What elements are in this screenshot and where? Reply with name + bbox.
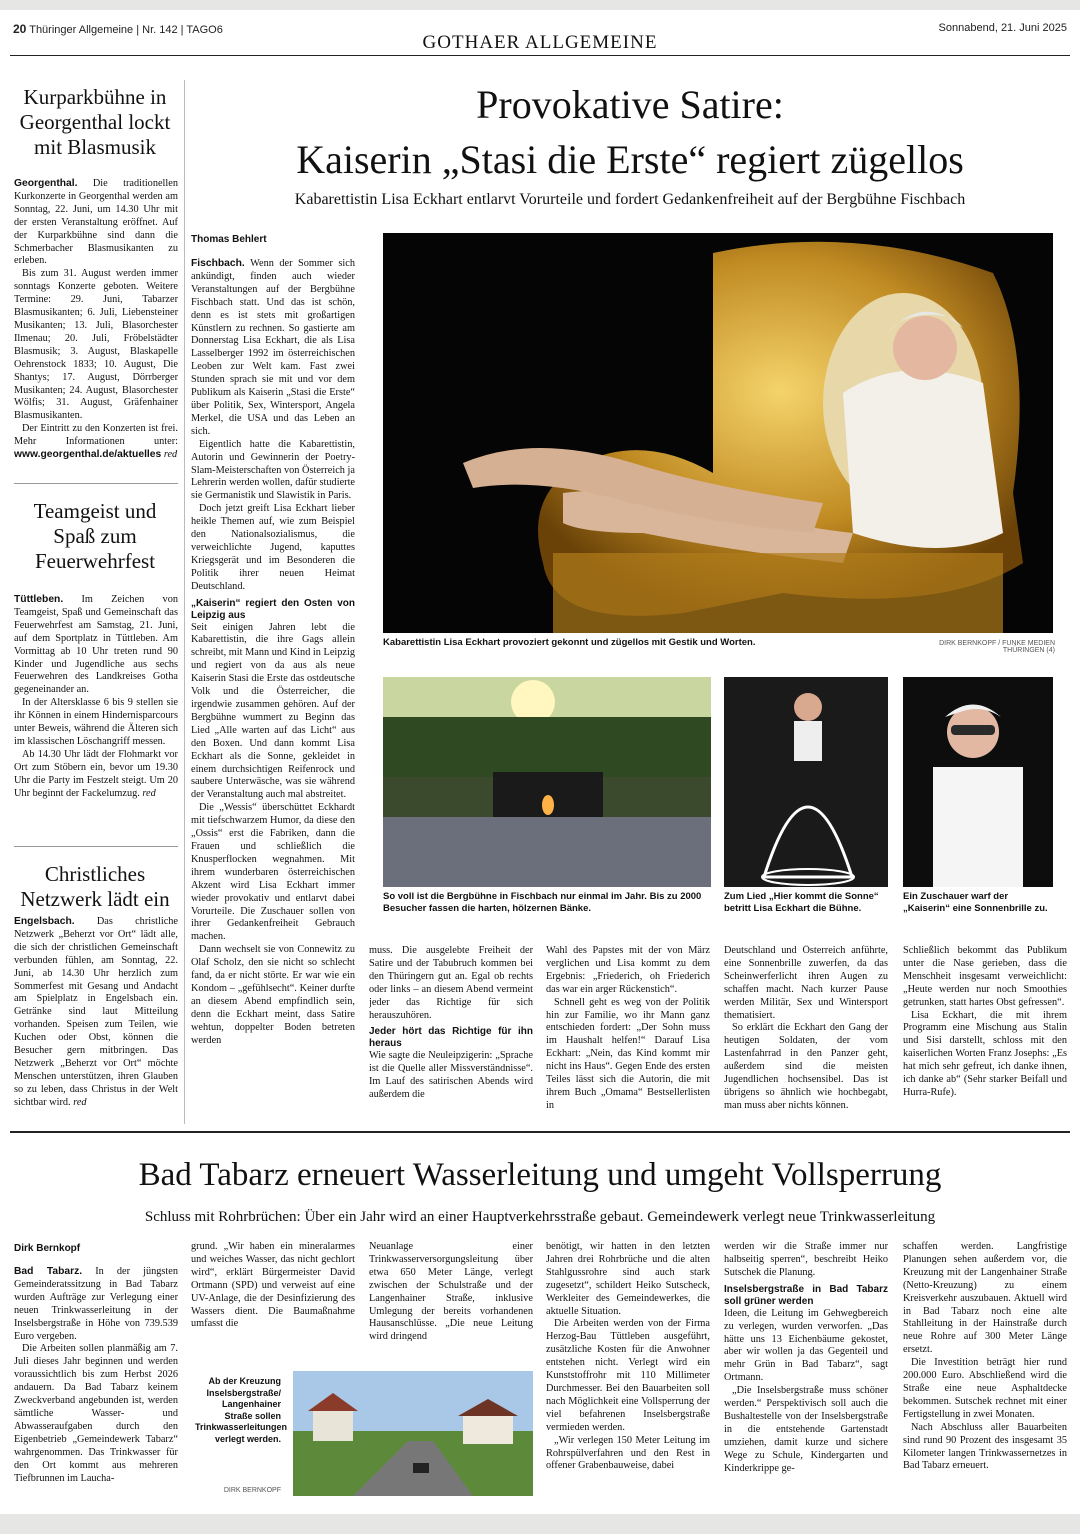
paragraph: schaffen werden. Langfristige Planungen sehen außerdem vor, die Kreuzung mit der Langenhainer Straße (Netto-Kreuzung) zu einem Kreisverkehr auszubauen. Aktuell wird in Bad Tabarz noch eine alte Stahlleitung in der Hainstraße durch neue Rohre auf 300 Meter Länge ersetzt. [903,1241,1067,1356]
bottom-column-3 [369,1241,533,1341]
divider [14,483,178,484]
paragraph: Seit einigen Jahren lebt die Kabarettistin, die ihre Gags allein schreibt, mit Mann und Kind in Leipzig und regiert von da aus als neue Kaiserin Stasi die Erste das ostdeutsche Volk und die Österreicher, die irgendwie zusammen gehören. Auf der Bergbühne wummert zu Beginn das Lied „Alle warten auf das Licht“ aus den Boxen. Und dann kommt Lisa Eckhart als die Sonne, gekleidet in einem durchsichtigen Reifenrock und saubere Unterwäsche, was sie während der Veranstaltung auch mal abstreitet. [191,621,355,801]
paragraph: „Wir verlegen 150 Meter Leitung im Rohrspülverfahren und den Rest in offener Grabenbauweise, dabei [546,1434,710,1472]
dateline: Bad Tabarz. [14,1266,83,1277]
header-rule [10,55,1070,56]
main-column-4 [724,945,888,1120]
photo-lisa-eckhart-throne [383,233,1053,633]
article-kurpark [14,178,178,476]
photo-inselsbergstrasse [293,1371,533,1496]
divider [14,846,178,847]
paragraph: Die traditionellen Kurkonzerte in Georgenthal werden am Sonntag, 22. Juni, um 14.30 Uhr mit der ersten Veranstaltung eröffnet. Auf der Kurparkbühne sind dann die Schmerbacher Blasmusikanten zu erleben. [14,178,178,267]
paragraph: grund. „Wir haben ein mineralarmes und weiches Wasser, das nicht gechlort wird“, erklärt Bürgermeister David Ortmann (SPD) und verweist auf eine UV-Anlage, die der Desinfizierung des Wassers dient. Die Baumaßnahme umfasst die [191,1241,355,1330]
main-deck: Kabarettistin Lisa Eckhart entlarvt Vorurteile und fordert Gedankenfreiheit auf der Bergbühne Fischbach [294,191,966,208]
paragraph: Die „Wessis“ überschüttet Eckhardt mit tiefschwarzem Humor, da diese den „Ossis“ erst die Fabriken, dann die Frauen und schließlich die Knusperflocken wegnahmen. Mit ihrem wunderbaren österreichischen Akzent wird Lisa Eckhart immer wieder provokativ und entlarvt dabei Vorurteile. Die Zuschauer sollen von ihrer Gedankenfreiheit Gebrauch machen. [191,802,355,943]
column-rule [184,80,185,1124]
signature: red [70,1096,87,1108]
paragraph: muss. Die ausgelebte Freiheit der Satire und der Tabubruch kommen bei den Thüringern gut an. Egal ob rechts oder links – an diesem Abend vermeint jeder das Richtige für sich herauszuhören. [369,945,533,1021]
dateline: Fischbach. [191,258,245,269]
paragraph: Eigentlich hatte die Kabarettistin, Autorin und Gewinnerin der Poetry-Slam-Meisterschaften von Österreich ja Lehrerin werden wollen, dafür studierte sie Germanistik und Slawistik in Paris. [191,438,355,502]
section-rule [10,1131,1070,1133]
paragraph: Wahl des Papstes mit der von März verglichen und Lisa kommt zu dem Ergebnis: „Friederich, oh Friederich das war ein arger Rückenstich“. [546,945,710,995]
bottom-deck: Schluss mit Rohrbrüchen: Über ein Jahr wird an einer Hauptverkehrsstraße gebaut. Gemeindewerk verlegt neue Trinkwasserleitung [144,1209,936,1225]
paragraph: Schnell geht es weg von der Politik hin zur Familie, wo ihr Mann ganz entschieden fordert: „Der Sohn muss im Haushalt helfen!“ Darauf Lisa Eckhart: „Nein, das Kind kommt mir nicht ins Haus“. Gegen Ende des ersten Teiles lässt sich die Autorin, die mit ihrem Buch „Omama“ Bestsellerlisten in [546,996,710,1111]
paragraph: Dann wechselt sie von Connewitz zu Olaf Scholz, den sie nicht so schlecht fand, da er nicht störte. Er war wie ein Kondom – „gefühlsecht“. Keiner durfte an diesem Abend empfindlich sein, denn die Eckhart meint, dass Satire wehtun, doppelter Boden betreten werden [191,944,355,1046]
main-column-3 [546,945,710,1120]
bottom-margin [0,1514,1080,1534]
headline-feuerwehr: Teamgeist und Spaß zum Feuerwehrfest [33,499,157,573]
signature: red [139,787,156,799]
article-feuerwehr [14,594,178,839]
throne-illustration [383,233,1053,633]
photo-sun-costume [724,677,888,887]
paragraph: benötigt, wir hatten in den letzten Jahren drei Rohrbrüche und die alten Stahlgussrohre sind auch stark zugesetzt“, schildert Heiko Sutscheck, Werkleiter des Gemeindewerkes, die aktuelle Situation. [546,1241,710,1317]
paragraph: werden wir die Straße immer nur halbseitig sperren“, beschreibt Heiko Sutschek die Planung. [724,1241,888,1278]
subheading: Jeder hört das Richtige für ihn heraus [369,1026,533,1050]
paragraph: Die Investition beträgt hier rund 200.000 Euro. Abschließend wird die Straße eine neue Asphaltdecke bekommen. Sutschek rechnet mit einer Fertigstellung in zwei Monaten. [903,1357,1067,1420]
bottom-column-2 [191,1241,355,1341]
photo-caption-glasses: Ein Zuschauer warf der „Kaiserin“ eine Sonnenbrille zu. [903,891,1048,914]
photo-caption-main: Kabarettistin Lisa Eckhart provoziert gekonnt und zügellos mit Gestik und Worten. [383,637,756,648]
photo-credit-main: DIRK BERNKOPF / FUNKE MEDIEN THÜRINGEN (4) [939,640,1055,654]
bottom-column-4 [546,1241,710,1497]
article-netzwerk [14,916,178,1122]
sunglasses-illustration [903,677,1053,887]
photo-sunglasses [903,677,1053,887]
main-column-5 [903,945,1067,1120]
dateline: Georgenthal. [14,178,78,189]
headline-kurpark: Kurparkbühne in Georgenthal lockt mit Blasmusik [19,85,171,159]
paragraph: In der Altersklasse 6 bis 9 stellen sie ihr Können in einem Hindernisparcours unter Beweis, während die Älteren sich im klassischen Löschangriff messen. [14,697,178,747]
paragraph: Wenn der Sommer sich ankündigt, finden auch wieder Veranstaltungen auf der Bergbühne Fischbach statt. Und das ist schön, denn es ist stets mit großartigen Künstlern zu rechnen. So gastierte am Donnerstag Lisa Eckhart, die als Lisa Lasselberger 1992 im österreichischen Leoben zur Welt kam. Fast zwei Stunden sprach sie mit und vor dem Publikum als Kaiserin „Stasi die Erste“ über Politik, Sex, Wintersport, Angela Merkel, die USA und das Leben an sich. [191,258,355,437]
paragraph: „Die Inselsbergstraße muss schöner werden.“ Perspektivisch soll auch die Bushaltestelle von der Inselsbergstraße in die entstehende Gartenstadt umziehen, damit kurze und sichere Wege zu Schule, Kindergarten und Kinderkrippe ge- [724,1385,888,1474]
subheading: Inselsbergstraße in Bad Tabarz soll grüner werden [724,1283,888,1307]
paragraph: So erklärt die Eckhart den Gang der heutigen Soldaten, der vom Lastenfahrrad in den Panzer geht, außerdem sind die meisten Jugendlichen hochsensibel. Das ist übrigens so ähnlich wie hochbegabt, man muss aber nichts können. [724,1022,888,1111]
sun-costume-illustration [724,677,888,887]
section-title: GOTHAER ALLGEMEINE [422,32,658,53]
audience-illustration [383,677,711,887]
paragraph: Doch jetzt greift Lisa Eckhart lieber heikle Themen auf, wie zum Beispiel den Nationalsozialismus, die verweichlichte Jugend, kaputtes Kriegsgerät und im Besonderen die Politik ihrer neuen Heimat Deutschland. [191,503,355,592]
dateline: Engelsbach. [14,916,75,927]
paragraph: Das christliche Netzwerk „Beherzt vor Ort“ lädt alle, die sich der christlichen Gemeinschaft verbunden fühlen, am Sonntag, 22. Juni, ab 14.30 Uhr herzlich zum Sommerfest mit Gesang und Andacht am Spielplatz in Engelsbach ein. Getränke sind laut Mitteilung vorhanden. Speisen zum Teilen, wie Kuchen oder Obst, können die Besucher gern mitbringen. Das Netzwerk „Beherzt vor Ort“ möchte Menschen unterstützen, ihren Glauben so zu leben, dass Christus in der Welt sichtbar wird. [14,916,178,1108]
author-byline: Thomas Behlert [191,234,267,245]
bottom-headline: Bad Tabarz erneuert Wasserleitung und umgeht Vollsperrung [138,1157,942,1193]
photo-bergbuehne-audience [383,677,711,887]
photo-caption-street: Ab der Kreuzung Inselsbergstraße/ Langenhainer Straße sollen Trinkwasserleitungen verlegt werden. [195,1376,288,1444]
signature: red [161,449,178,461]
paragraph: Schließlich bekommt das Publikum unter die Nase gerieben, dass die Menschheit insgesamt verweichlicht: „Heute werden nur noch Smoothies getrunken, statt hartes Obst gefressen“. [903,945,1067,1008]
url-link[interactable]: www.georgenthal.de/aktuelles [14,449,162,461]
bottom-column-6 [903,1241,1067,1497]
paragraph: Nach Abschluss aller Bauarbeiten sind rund 90 Prozent des insgesamt 35 Kilometer langen Trinkwassernetzes in Bad Tabarz erneuert. [903,1421,1067,1472]
main-column-2 [369,945,533,1120]
main-column-1 [191,258,355,1120]
street-illustration [293,1371,533,1496]
subheading: „Kaiserin“ regiert den Osten von Leipzig aus [191,597,355,621]
paragraph: Wie sagte die Neuleipzigerin: „Sprache ist die Quelle aller Missverständnisse“. Im Lauf des satirischen Abends wird außerdem die [369,1050,533,1101]
paragraph: Der Eintritt zu den Konzerten ist frei. Mehr Informationen unter: [14,423,178,448]
dateline: Tüttleben. [14,594,64,605]
paragraph: Lisa Eckhart, die mit ihrem Programm eine Mischung aus Stalin und Sisi darstellt, schloss mit den kaiserlichen Worten Franz Josephs: „Es hat mich sehr gefreut, ich danke ihnen, ich danke ab“ (Sehr starker Beifall und Hurra-Rufe). [903,1009,1067,1098]
main-headline-line2: Kaiserin „Stasi die Erste“ regiert zügellos [296,137,964,182]
issue-date: Sonnabend, 21. Juni 2025 [938,22,1067,34]
paper-info: Thüringer Allgemeine | Nr. 142 | TAGO6 [29,24,223,36]
paragraph: Im Zeichen von Teamgeist, Spaß und Gemeinschaft das Feuerwehrfest am Samstag, 21. Juni, auf dem Sportplatz in Tüttleben. Am Vormittag ab 10 Uhr treten rund 90 Kinder und Jugendliche aus sechs Feuerwehren des Landkreises Gotha gegeneinander an. [14,594,178,696]
page-number: 20 [13,22,27,36]
paragraph: Deutschland und Österreich anführte, eine Sonnenbrille zuwerfen, da das Scheinwerferlicht ihren Augen zu schaffen macht. Nach kurzer Pause werden Militär, Sex und Wintersport thematisiert. [724,945,888,1021]
paragraph: Bis zum 31. August werden immer sonntags Konzerte geboten. Weitere Termine: 29. Juni, Tabarzer Blasmusikanten; 6. Juli, Liebensteiner Musikanten; 13. Juli, Blasorchester Ilmenau; 20. Juli, Fröbelstädter Blasmusik; 3. August, Blaskapelle Oehrenstock 1833; 10. August, Die Shantys; 17. August, Dörrberger Musikanten; 24. August, Blasorchester Wölfis; 31. August, Gräfenhainer Blasmusikanten. [14,268,178,422]
author-byline: Dirk Bernkopf [14,1243,81,1254]
paragraph: In der jüngsten Gemeinderatssitzung in Bad Tabarz wurden Aufträge zur Verlegung einer neuen Trinkwasserleitung in der Inselsbergstraße in Höhe von 739.539 Euro vergeben. [14,1266,178,1342]
headline-netzwerk: Christliches Netzwerk lädt ein [20,862,170,911]
photo-credit-street: DIRK BERNKOPF [223,1487,281,1494]
paragraph: Die Arbeiten sollen planmäßig am 7. Juli dieses Jahr beginnen und werden voraussichtlich bis zum Herbst 2026 andauern. Da Bad Tabarz keinem Zweckverband angebunden ist, werden sämtliche Wasser- und Abwasseraufgaben durch den Eigenbetrieb „Gemeindewerk Tabarz“ wahrgenommen. Das Trinkwasser für den Ort kommt aus mehreren Tiefbrunnen im Laucha- [14,1343,178,1484]
bottom-column-1 [14,1266,178,1496]
photo-caption-stage: So voll ist die Bergbühne in Fischbach nur einmal im Jahr. Bis zu 2000 Besucher fassen die harten, hölzernen Bänke. [383,891,702,914]
paragraph: Neuanlage einer Trinkwasserversorgungsleitung über etwa 650 Meter Länge, verlegt zwischen der Schulstraße und der Langenhainer Straße, inklusive Umlegung der bereits vorhandenen Hausanschlüsse. „Die neue Leitung wird dringend [369,1241,533,1341]
bottom-column-5 [724,1241,888,1497]
top-margin [0,0,1080,10]
photo-caption-sun: Zum Lied „Hier kommt die Sonne“ betritt Lisa Eckhart die Bühne. [724,891,879,914]
paragraph: Ideen, die Leitung im Gehwegbereich zu verlegen, wurden verworfen. „Das hätte uns 13 Eichenbäume gekostet, aber wir wollen ja das Gegenteil und mehr Grün in Bad Tabarz“, sagt Ortmann. [724,1307,888,1384]
main-headline-line1: Provokative Satire: [476,82,784,127]
paragraph: Die Arbeiten werden von der Firma Herzog-Bau Tüttleben ausgeführt, zusätzliche Kosten für die Anwohner entstehen nicht. Verlegt wird ein Kunststoffrohr mit 110 Millimeter Durchmesser. Bei den Bauarbeiten soll nach Möglichkeit eine Vollsperrung der viel befahrenen Inselsbergstraße vermieden werden. [546,1318,710,1433]
paragraph: Ab 14.30 Uhr lädt der Flohmarkt vor Ort zum Stöbern ein, bevor um 19.30 Uhr die Party im Festzelt steigt. Um 20 Uhr beginnt der Fackelumzug. [14,748,178,799]
